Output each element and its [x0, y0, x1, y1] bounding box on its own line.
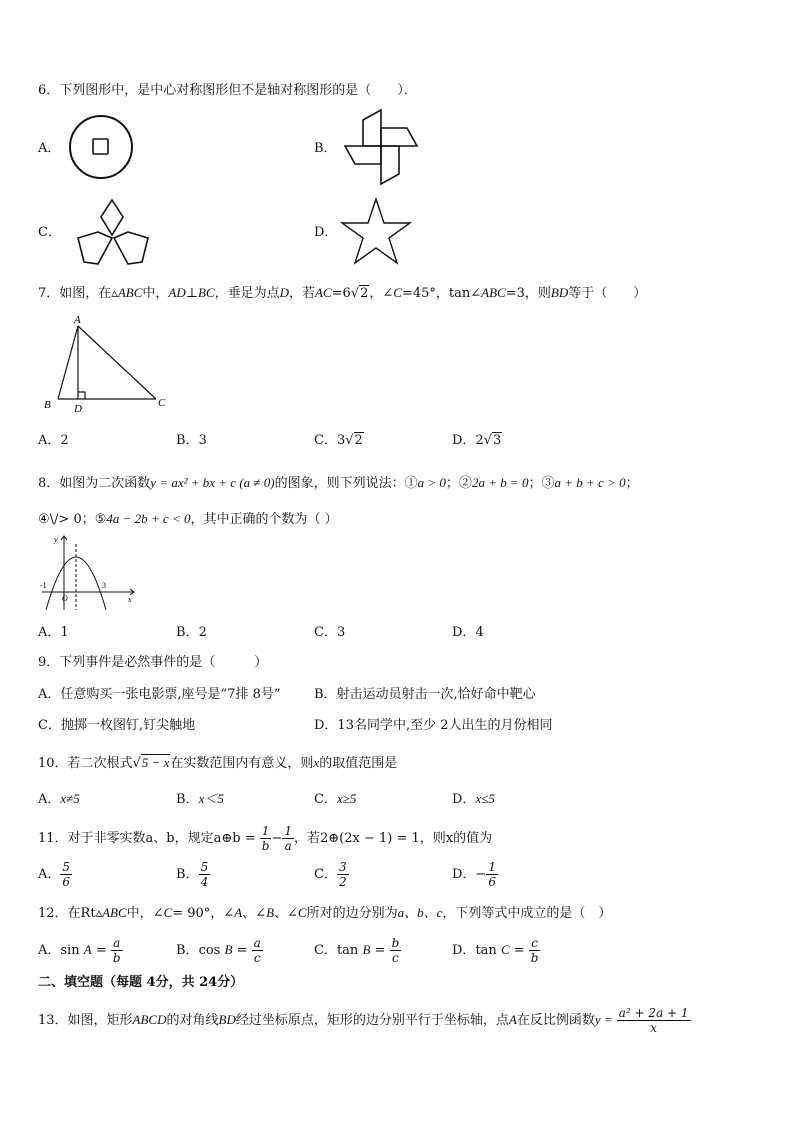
- q13-stem: 13．如图，矩形ABCD的对角线BD经过坐标原点，矩形的边分别平行于坐标轴，点A在反比例函数y = $\frac{\text{a² + 2a + 1}}{x}$: [38, 1006, 689, 1035]
- q7-option-c: C．3√2: [314, 433, 363, 448]
- q11-stem: 11．对于非零实数a、b，规定a⊕b = $\frac{1}{b}$ − $\frac{1}{a}$ ，若2⊕(2x − 1) = 1，则x的值为: [38, 824, 493, 853]
- q7-option-d: D．2√3: [452, 433, 502, 448]
- q9-stem: 9．下列事件是必然事件的是（ ）: [38, 655, 268, 670]
- q7-stem: 7．如图，在▵ABC中，AD⊥BC，垂足为点D，若AC=6√2，∠C=45°，tan∠ABC=3，则BD等于（ ）: [38, 285, 647, 301]
- q7-label-d: D: [74, 403, 82, 415]
- q6-figure-c: [76, 198, 152, 266]
- q13-function-fraction: $\frac{\text{a² + 2a + 1}}{x}$: [618, 1006, 689, 1035]
- q6-option-d-label: D．: [314, 225, 338, 240]
- q8-axis-x: x: [128, 595, 132, 604]
- q7-option-a: A．2: [38, 433, 69, 448]
- q9-option-a: A．任意购买一张电影票,座号是“7排 8号”: [38, 687, 281, 702]
- q12-stem: 12．在Rt▵ABC中，∠C= 90°，∠A、∠B、∠C所对的边分别为a、b、c，下列等式中成立的是（ ）: [38, 905, 612, 921]
- q8-parabola-graph: [38, 532, 138, 614]
- q12-option-c: C．tan B = $\frac{b}{c}$: [314, 936, 400, 965]
- q6-option-b-label: B．: [314, 141, 337, 156]
- q8-stem-line2: ④\/> 0；⑤4a − 2b + c < 0，其中正确的个数为（ ）: [38, 511, 338, 527]
- q7-label-a: A: [74, 314, 81, 326]
- q6-option-c-label: C．: [38, 225, 61, 240]
- q10-option-a: A．x≠5: [38, 791, 80, 807]
- q8-stem-line1: 8．如图为二次函数y = ax² + bx + c (a ≠ 0)的图象，则下列说法：①a > 0；②2a + b = 0；③a + b + c > 0；: [38, 475, 639, 491]
- q11-option-d: D．− $\frac{1}{6}$: [452, 860, 496, 889]
- q6-figure-d: [340, 196, 412, 266]
- section-title-fill-in: 二、填空题（每题 4分，共 24分）: [38, 975, 244, 990]
- q7-label-b: B: [44, 399, 51, 411]
- q10-stem: 10．若二次根式√5 − x在实数范围内有意义，则x的取值范围是: [38, 755, 398, 771]
- q11-option-a: A． $\frac{5}{6}$: [38, 860, 71, 889]
- q8-option-b: B．2: [176, 625, 207, 640]
- q6-stem: 6．下列图形中，是中心对称图形但不是轴对称图形的是（ ）．: [38, 83, 417, 98]
- q7-label-c: C: [158, 397, 166, 409]
- q8-axis-y: y: [54, 535, 58, 544]
- q11-option-c: C． $\frac{3}{2}$: [314, 860, 347, 889]
- q8-tick-minus1: -1: [40, 581, 47, 590]
- q11-frac-1b: $\frac{1}{b}$: [261, 824, 270, 853]
- q12-option-b: B．cos B = $\frac{a}{c}$: [176, 936, 261, 965]
- q10-option-d: D．x≤5: [452, 791, 495, 807]
- q8-origin: O: [62, 594, 68, 603]
- q9-option-b: B．射击运动员射击一次,恰好命中靶心: [314, 687, 536, 702]
- q8-option-d: D．4: [452, 625, 484, 640]
- q8-tick-3: 3: [102, 581, 106, 590]
- q9-option-c: C．抛掷一枚图钉,钉尖触地: [38, 718, 196, 733]
- q11-frac-1a: $\frac{1}{a}$: [284, 824, 292, 853]
- q12-option-a: A．sin A = $\frac{a}{b}$: [38, 936, 121, 965]
- q7-triangle-figure: [38, 312, 178, 416]
- q8-option-a: A．1: [38, 625, 69, 640]
- q6-figure-b: [343, 108, 421, 188]
- q11-option-b: B． $\frac{5}{4}$: [176, 860, 209, 889]
- q12-option-d: D．tan C = $\frac{c}{b}$: [452, 936, 539, 965]
- q10-option-b: B．x＜5: [176, 791, 224, 807]
- q6-figure-a: [68, 114, 136, 182]
- q7-option-b: B．3: [176, 433, 207, 448]
- q9-option-d: D．13名同学中,至少 2人出生的月份相同: [314, 718, 553, 733]
- q10-option-c: C．x≥5: [314, 791, 357, 807]
- q6-option-a-label: A．: [38, 141, 61, 156]
- q8-option-c: C．3: [314, 625, 346, 640]
